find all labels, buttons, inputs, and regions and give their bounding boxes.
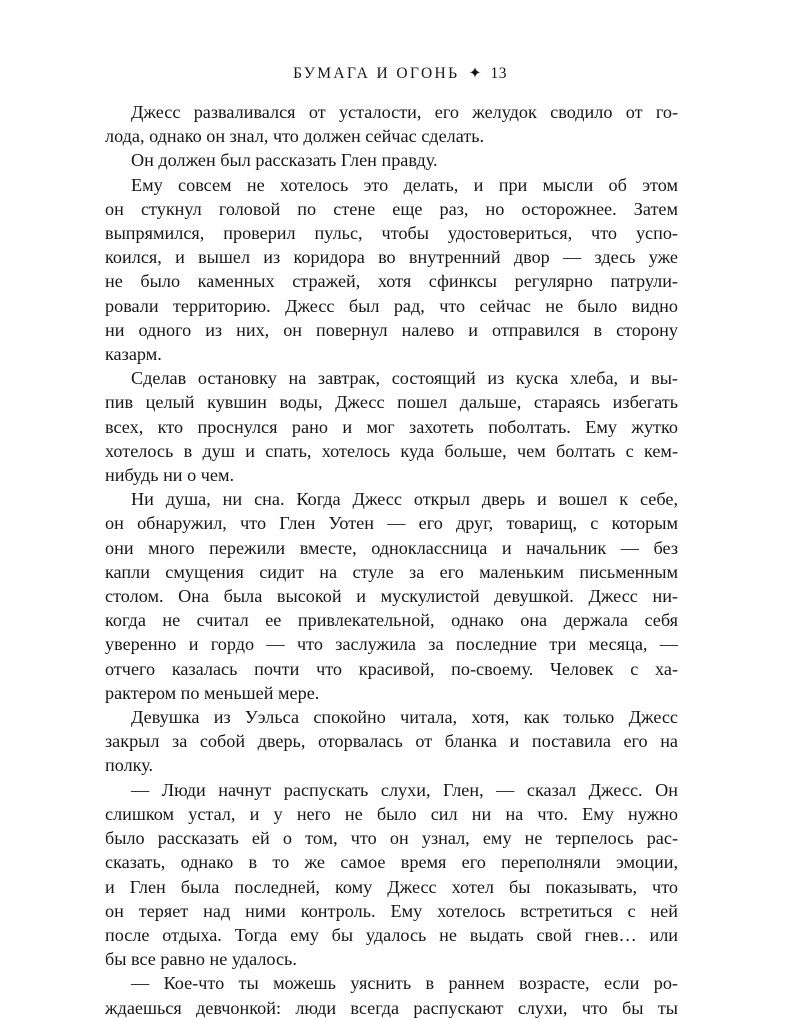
text-line: Джесс разваливался от усталости, его желудок сводило от го- [131,102,678,122]
text-line: казарм. [105,344,162,365]
text-line: он теряет над ними контроль. Ему хотелось встретиться с ней [105,900,678,921]
text-line: нибудь ни о чем. [105,465,234,486]
text-line: Ему совсем не хотелось это делать, и при мысли об этом [131,174,678,195]
text-line: столом. Она была высокой и мускулистой девушкой. Джесс ни- [105,586,678,607]
text-line: Ни душа, ни сна. Когда Джесс открыл дверь и вошел к себе, [131,489,678,510]
text-line: Он должен был рассказать Глен правду. [131,150,438,171]
text-line: слишком устал, и у него не было сил ни на что. Ему нужно [105,803,678,824]
page-number: 13 [490,65,507,82]
text-line: закрыл за собой дверь, оторвалась от бланка и поставила его на [105,731,678,752]
text-line: он обнаружил, что Глен Уотен — его друг, товарищ, с которым [105,513,678,534]
body-text [105,100,678,1020]
text-line: он стукнул головой по стене еще раз, но осторожнее. Затем [105,198,678,219]
text-line: Девушка из Уэльса спокойно читала, хотя, как только Джесс [131,707,678,728]
text-line: когда не считал ее привлекательной, однако она держала себя [105,610,678,631]
text-line: ждаешься девчонкой: люди всегда распускают слухи, что бы ты [105,997,678,1018]
text-line: после отдыха. Тогда ему бы удалось не выдать свой гнев… или [105,924,678,945]
text-line: — Люди начнут распускать слухи, Глен, — сказал Джесс. Он [131,779,678,800]
text-line: — Кое-что ты можешь уяснить в раннем возрасте, если ро- [131,973,678,994]
running-head [0,64,800,83]
text-line: лода, однако он знал, что должен сейчас сделать. [105,126,485,147]
text-line: они много пережили вместе, одноклассница и начальник — без [105,537,678,558]
text-line: полку. [105,755,154,776]
running-head-title: БУМАГА И ОГОНЬ [293,65,460,82]
text-line: хотелось в душ и спать, хотелось куда больше, чем болтать с кем- [105,440,678,461]
text-line: пив целый кувшин воды, Джесс пошел дальше, стараясь избегать [105,392,678,413]
text-line: было рассказать ей о том, что он узнал, ему не терпелось рас- [105,828,678,849]
text-line: ровали территорию. Джесс был рад, что сейчас не было видно [105,295,678,316]
text-line: сказать, однако в то же самое время его переполняли эмоции, [105,852,678,873]
text-line: и Глен была последней, кому Джесс хотел бы показывать, что [105,876,678,897]
text-line: всех, кто проснулся рано и мог захотеть поболтать. Ему жутко [105,416,678,437]
text-line: отчего казалась почти что красивой, по-своему. Человек с ха- [105,658,678,679]
text-line: капли смущения сидит на стуле за его маленьким письменным [105,561,678,582]
text-line: бы все равно не удалось. [105,949,297,970]
text-line: коился, и вышел из коридора во внутренний двор — здесь уже [105,247,678,268]
text-line: не было каменных стражей, хотя сфинксы регулярно патрули- [105,271,678,292]
text-line: ни одного из них, он повернул налево и отправился в сторону [105,319,678,340]
text-line: выпрямился, проверил пульс, чтобы удостовериться, что успо- [105,223,678,244]
text-line: уверенно и гордо — что заслужила за последние три месяца, — [105,634,678,655]
text-line: рактером по меньшей мере. [105,682,320,703]
text-line: Сделав остановку на завтрак, состоящий из куска хлеба, и вы- [131,368,678,389]
star-ornament-icon: ✦ [468,65,482,82]
